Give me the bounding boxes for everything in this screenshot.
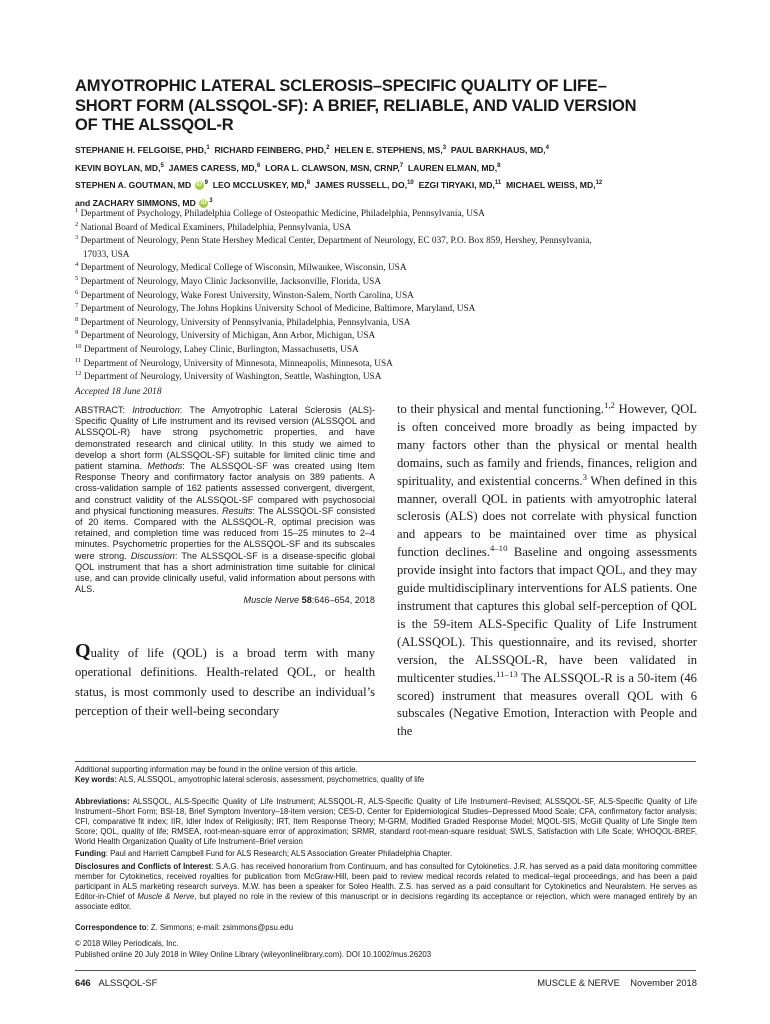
author-affiliation-ref: 10: [407, 180, 414, 187]
author-name: and ZACHARY SIMMONS, MD: [75, 197, 196, 208]
affiliation-item: [75, 317, 705, 331]
abstract-text: : The ALSSQOL-SF was created using Item Response Theory and confirmatory factor analysis on 389 patients. A cross-validation sample of 162 patients assessed convergent, divergent, and construct validity of the ALSSQOL-SF compared with psychosocial and physical functioning measures.: [75, 461, 375, 516]
affiliation-item: [75, 276, 705, 290]
affiliation-text: Department of Neurology, University of Washington, Seattle, Washington, USA: [83, 372, 382, 383]
page-footer-left: [75, 977, 157, 988]
abstract-section-label: Methods: [147, 461, 183, 472]
paragraph-text: The ALSSQOL-R is a 50-item (46 scored) instrument that measures overall QOL with 6 subscales (Negative Emotion, Interaction with People and the: [397, 670, 697, 739]
footnote-label: Correspondence to: [75, 923, 147, 932]
footnote-supporting: [75, 765, 697, 775]
orcid-icon[interactable]: iD: [196, 182, 203, 189]
affiliation-number: 8: [75, 315, 79, 323]
footnote-text: , but played no role in the review of this manuscript or in decisions regarding its acceptance or rejection, which were managed entirely by an associate editor.: [75, 892, 697, 911]
author-affiliation-ref: 12: [595, 180, 603, 187]
paragraph-text: However, QOL is often conceived more broadly as being impacted by many factors other than the physical or mental health domains, such as family and friends, finances, religion and spirituality, and existential concerns.: [397, 402, 698, 488]
author-line: [75, 160, 715, 178]
citation-journal: Muscle Nerve: [243, 595, 300, 606]
author-name: JAMES RUSSELL, DO,: [314, 180, 408, 190]
citation-ref[interactable]: 11–13: [496, 668, 518, 679]
footnote-divider: [75, 761, 696, 762]
paragraph-text: to their physical and mental functioning.: [397, 402, 604, 416]
footnote-funding: [75, 849, 697, 859]
footnote-journal: Muscle & Nerve: [137, 892, 195, 901]
body-text-right: [397, 401, 697, 741]
affiliation-number: 10: [75, 342, 82, 350]
author-affiliation-ref: 8: [497, 162, 501, 169]
author-name: EZGI TIRYAKI, MD,: [418, 180, 495, 190]
affiliation-number: 4: [75, 261, 79, 269]
abstract: [75, 405, 375, 607]
author-name: STEPHEN A. GOUTMAN, MD: [75, 180, 192, 190]
citation-ref[interactable]: 4–10: [489, 543, 508, 554]
abstract-section-label: Introduction: [132, 405, 180, 415]
affiliation-text: Department of Neurology, University of Michigan, Ann Arbor, Michigan, USA: [80, 331, 376, 342]
author-affiliation-ref: 6: [256, 162, 261, 169]
affiliation-number: 5: [75, 274, 79, 282]
author-affiliation-ref: 11: [494, 180, 502, 187]
citation-ref[interactable]: 3: [582, 471, 587, 482]
author-affiliation-ref: 8: [306, 180, 311, 187]
author-name: KEVIN BOYLAN, MD,: [75, 162, 161, 173]
affiliation-number: 1: [75, 206, 79, 214]
author-name: RICHARD FEINBERG, PHD,: [214, 145, 327, 155]
abstract-citation: [75, 595, 375, 606]
issue-date: November 2018: [630, 977, 697, 988]
footnote-label: Abbreviations:: [75, 797, 130, 806]
abstract-text: : The Amyotrophic Lateral Sclerosis (ALS)-Specific Quality of Life instrument and its revised version (ALSSQOL and ALSSQOL-R) have strong psychometric properties, and have demonstrated research and clinical utility. In this study we aimed to develop a short form (ALSSQOL-SF) suitable for limited clinic time and patient stamina.: [75, 405, 375, 472]
abstract-section-label: Discussion: [130, 550, 175, 561]
author-affiliation-ref: 3: [209, 197, 213, 204]
affiliation-continuation: 17033, USA: [83, 249, 130, 260]
affiliation-number: 7: [75, 302, 79, 310]
affiliation-item: [75, 303, 705, 317]
abstract-section-label: Results: [222, 505, 253, 516]
drop-cap: Q: [75, 640, 91, 662]
paragraph-text: When defined in this manner, overall QOL in patients with amyotrophic lateral sclerosis (ALS) does not correlate with physical function and appears to be maintained over time as physical function declines.: [397, 473, 697, 560]
author-line: [75, 142, 715, 160]
affiliation-item: [75, 330, 705, 344]
citation-volume: 58: [301, 595, 312, 606]
author-name: LORA L. CLAWSON, MSN, CRNP,: [265, 162, 400, 173]
body-text-left: [75, 642, 375, 721]
abstract-label: ABSTRACT:: [75, 405, 133, 415]
title-line: OF THE ALSSQOL-R: [75, 116, 234, 134]
affiliation-number: 9: [75, 329, 79, 337]
affiliation-number: 3: [75, 234, 79, 242]
author-affiliation-ref: 4: [545, 145, 549, 152]
affiliation-text: Department of Neurology, University of Pennsylvania, Philadelphia, Pennsylvania, USA: [80, 317, 411, 328]
affiliation-text: Department of Neurology, Penn State Hershey Medical Center, Department of Neurology, EC 037, P.O. Box 859, Hershey, Pennsylvania,: [80, 236, 592, 247]
author-affiliation-ref: 9: [204, 180, 208, 187]
author-affiliation-ref: 3: [442, 145, 447, 152]
footnote-keywords: [75, 775, 697, 785]
affiliation-number: 6: [75, 288, 79, 296]
author-name: HELEN E. STEPHENS, MS,: [334, 145, 443, 155]
footnote-correspondence: [75, 923, 697, 933]
page-number: 646: [75, 977, 91, 988]
affiliation-item: [75, 290, 705, 304]
author-affiliation-ref: 5: [160, 162, 164, 169]
affiliation-item: [75, 235, 705, 249]
footnote-text: : Z. Simmons; e-mail: zsimmons@psu.edu: [146, 923, 294, 932]
affiliation-item: [75, 222, 705, 236]
affiliation-list: [75, 208, 705, 399]
footnote-text: ALS, ALSSQOL, amyotrophic lateral sclerosis, assessment, psychometrics, quality of life: [117, 775, 425, 784]
journal-name: MUSCLE & NERVE: [537, 977, 620, 988]
paragraph-text: uality of life (QOL) is a broad term with many operational definitions. Health-related QOL, or health status, is most commonly used to describe an individual’s perception of their well-being secondary: [75, 646, 375, 718]
copyright-notice: © 2018 Wiley Periodicals, Inc.: [75, 939, 179, 948]
author-name: STEPHANIE H. FELGOISE, PHD,: [75, 145, 207, 155]
author-name: JAMES CARESS, MD,: [168, 162, 257, 173]
footnote-label: Disclosures and Conflicts of Interest: [75, 862, 212, 871]
affiliation-text: Department of Neurology, Wake Forest University, Winston-Salem, North Carolina, USA: [80, 290, 414, 301]
running-title: ALSSQOL-SF: [98, 977, 158, 988]
author-line: [75, 177, 715, 195]
affiliation-text: Department of Neurology, University of Minnesota, Minneapolis, Minnesota, USA: [83, 358, 393, 369]
affiliation-item: [75, 371, 705, 385]
citation-ref[interactable]: 1,2: [603, 399, 615, 410]
affiliation-text: Department of Neurology, Mayo Clinic Jacksonville, Jacksonville, Florida, USA: [80, 276, 382, 287]
affiliation-number: 11: [75, 356, 82, 364]
publication-info: Published online 20 July 2018 in Wiley Online Library (wileyonlinelibrary.com). DOI 10.1002/mus.26203: [75, 950, 432, 959]
affiliation-number: 12: [75, 370, 82, 378]
page-footer-divider: [75, 970, 696, 971]
footnote-label: Key words:: [75, 775, 118, 784]
title-line: SHORT FORM (ALSSQOL-SF): A BRIEF, RELIABLE, AND VALID VERSION: [75, 96, 637, 115]
footnote-text: ALSSQOL, ALS-Specific Quality of Life Instrument; ALSSQOL-R, ALS-Specific Quality of Life Instrument–Revised; ALSSQOL-SF, ALS-Specific Quality of Life Instrument–Short Form; BSI-18, Brief Symptom Inventory–18-item version; CES-D, Center for Epidemiological Studies–Depressed Mood Scale; CFA, confirmatory factor analysis; CFI, comparative fit index; IIR, Idler Index of Religiosity; IRT, Item Response Theory; M-GRM, Modified Graded Response Model; MQOL-SIS, McGill Quality of Life Single Item Score; QOL, quality of life; RMSEA, root-mean-square error of approximation; SRMR, standard root-mean-square residual; SWLS, Satisfaction with Life Scale; WHOQOL-BREF, World Health Organization Quality of Life Instrument–Brief version: [75, 797, 697, 846]
paragraph-text: Baseline and ongoing assessments provide insight into factors that impact QOL, and they may guide multidisciplinary interventions for ALS patients. One instrument that captures this global self-perception of QOL is the 59-item ALS-Specific Quality of Life Instrument (ALSSQOL). This questionnaire, and its revised, shorter version, the ALSSQOL-R, have been validated in multicenter studies.: [397, 545, 697, 685]
author-name: PAUL BARKHAUS, MD,: [450, 145, 546, 155]
affiliation-text: Department of Neurology, Lahey Clinic, Burlington, Massachusetts, USA: [83, 344, 359, 355]
footnote-text: : S.A.G. has received honorarium from Continuum, and has consulted for Cytokinetics. J.R. has served as a paid data monitoring committee member for Cytokinetics, received royalties for publication from McGraw-Hill, been paid to review medical records related to medical–legal proceedings, and has been a paid participant in ALS marketing research surveys. M.W. has been a speaker for Soleo Health. Z.S. has served as a paid consultant for Cytokinetics and Neuralstem. He serves as Editor-in-Chief of: [75, 862, 698, 901]
affiliation-item: [75, 262, 705, 276]
footnote-text: : Paul and Harriett Campbell Fund for ALS Research; ALS Association Greater Philadelphia Chapter.: [105, 849, 453, 858]
page-footer-right: [537, 977, 697, 988]
author-name: MICHAEL WEISS, MD,: [505, 180, 596, 190]
citation-pages: :646–654, 2018: [311, 595, 375, 606]
affiliation-item: [75, 358, 705, 372]
affiliation-text: National Board of Medical Examiners, Philadelphia, Pennsylvania, USA: [80, 222, 352, 233]
author-affiliation-ref: 2: [326, 145, 330, 152]
accepted-date: Accepted 18 June 2018: [75, 386, 162, 397]
affiliation-number: 2: [75, 220, 79, 228]
affiliation-text: Department of Neurology, Medical College of Wisconsin, Milwaukee, Wisconsin, USA: [80, 263, 407, 274]
footnote-label: Funding: [75, 849, 106, 858]
footnote-abbreviations: [75, 797, 697, 847]
author-name: LEO MCCLUSKEY, MD,: [212, 180, 307, 190]
orcid-icon[interactable]: iD: [200, 199, 207, 206]
affiliation-text: Department of Psychology, Philadelphia College of Osteopathic Medicine, Philadelphia, Pennsylvania, USA: [80, 209, 485, 219]
footnote-disclosures: [75, 862, 697, 912]
affiliation-text: Department of Neurology, The Johns Hopkins University School of Medicine, Baltimore, Maryland, USA: [80, 304, 476, 315]
author-name: LAUREN ELMAN, MD,: [407, 162, 498, 173]
author-affiliation-ref: 7: [399, 162, 404, 169]
title-line: AMYOTROPHIC LATERAL SCLEROSIS–SPECIFIC QUALITY OF LIFE–: [75, 77, 607, 95]
abstract-text: : The ALSSQOL-SF is a disease-specific global QOL instrument that has a short administration time suitable for clinical use, and can provide clinically useful, valid information about persons with ALS.: [75, 550, 375, 595]
affiliation-item: [75, 344, 705, 358]
footnote-text: Additional supporting information may be found in the online version of this article.: [75, 765, 358, 774]
abstract-text: : The ALSSQOL-SF consisted of 20 items. Compared with the ALSSQOL-R, optimal precision was retained, and completion time was reduced from 15–25 minutes to 2–4 minutes. Psychometric properties for the ALSSQOL-SF and its subscales were strong.: [75, 505, 375, 561]
affiliation-item: [75, 208, 705, 222]
author-affiliation-ref: 1: [206, 145, 210, 152]
author-list: [75, 142, 715, 212]
article-title: [75, 77, 705, 136]
